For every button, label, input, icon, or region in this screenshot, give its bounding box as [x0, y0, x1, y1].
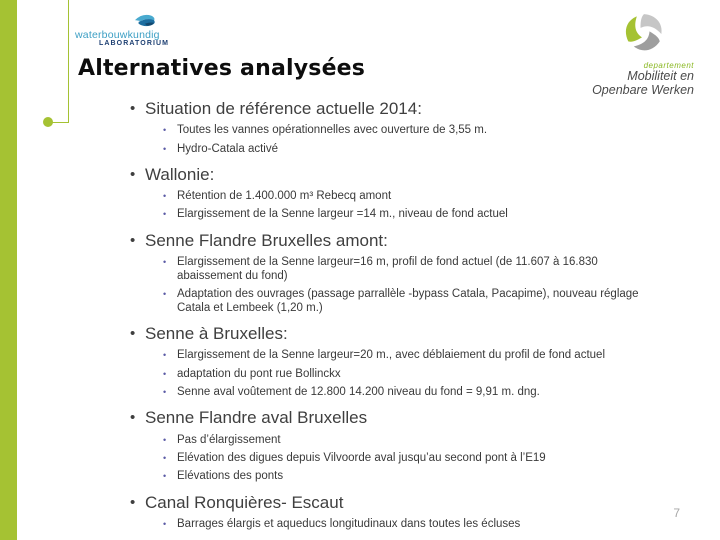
section-heading: [130, 323, 660, 344]
sub-item: [130, 365, 660, 383]
left-accent-bar: [0, 0, 17, 540]
sub-bullet-icon: •: [163, 143, 167, 154]
sub-bullet-icon: •: [163, 471, 167, 482]
section-heading-label: Canal Ronquières- Escaut: [145, 492, 344, 512]
sub-item: [130, 449, 660, 467]
section-heading-label: Wallonie:: [145, 164, 215, 184]
bullet-icon: •: [130, 100, 136, 117]
sub-bullet-icon: •: [163, 434, 167, 445]
sub-item-label: Elévations des ponts: [177, 470, 284, 483]
sub-item: [130, 430, 660, 448]
pinwheel-icon: [618, 8, 670, 60]
sub-item: [130, 205, 660, 223]
sub-item-label: Elargissement de la Senne largeur=20 m., avec déblaiement du profil de fond actuel: [177, 349, 605, 362]
sub-item: [130, 253, 660, 285]
sub-bullet-icon: •: [163, 209, 167, 220]
section-heading-label: Senne Flandre Bruxelles amont:: [145, 230, 388, 250]
sub-bullet-icon: •: [163, 387, 167, 398]
title-connector-line: [68, 0, 69, 123]
sub-item-label: Pas d’élargissement: [177, 433, 281, 446]
sub-item-label: Senne aval voûtement de 12.800 14.200 niveau du fond = 9,91 m. dng.: [177, 386, 540, 399]
openbare-werken-label: Openbare Werken: [592, 82, 694, 97]
sub-item-label: Elargissement de la Senne largeur =14 m., niveau de fond actuel: [177, 208, 508, 221]
bullet-icon: •: [130, 165, 136, 183]
sub-item-label: Elargissement de la Senne largeur=16 m, profil de fond actuel (de 11.607 à 16.830 abaissement du fond): [177, 255, 598, 282]
sub-bullet-icon: •: [163, 289, 167, 300]
sub-item-label: adaptation du pont rue Bollinckx: [177, 367, 341, 380]
section-heading: [130, 492, 660, 513]
sub-item-label: Elévation des digues depuis Vilvoorde aval jusqu’au second pont à l’E19: [177, 451, 546, 464]
title-connector-dot: [43, 117, 53, 127]
departement-label: departement: [643, 61, 694, 70]
sub-item: [130, 383, 660, 401]
sub-item-label: Hydro-Catala activé: [177, 142, 278, 155]
section-heading-label: Senne à Bruxelles:: [145, 324, 288, 344]
laboratorium-label: LABORATORIUM: [99, 40, 170, 47]
section-heading: [130, 164, 660, 185]
bullet-icon: •: [130, 325, 136, 343]
section-heading-label: Situation de référence actuelle 2014:: [145, 99, 422, 118]
bullet-icon: •: [130, 409, 136, 427]
sub-bullet-icon: •: [163, 125, 167, 136]
sub-item: [130, 121, 660, 139]
sub-item: [130, 515, 660, 533]
mobiliteit-label: Mobiliteit en: [627, 69, 694, 83]
section-heading: [130, 98, 660, 119]
page-title: Alternatives analysées: [78, 56, 366, 81]
sub-item-label: Adaptation des ouvrages (passage parrallèle -bypass Catala, Pacapime), nouveau réglage Catala et Lembeek (1,20 m.): [177, 288, 639, 315]
sub-bullet-icon: •: [163, 368, 167, 379]
section-heading: [130, 407, 660, 428]
sub-bullet-icon: •: [163, 452, 167, 463]
sub-item: [130, 285, 660, 317]
bullet-icon: •: [130, 231, 136, 249]
sub-bullet-icon: •: [163, 350, 167, 361]
bullet-icon: •: [130, 493, 136, 511]
page-number: 7: [673, 506, 680, 520]
departement-mow-logo: [544, 8, 694, 97]
sub-item-label: Toutes les vannes opérationnelles avec ouverture de 3,55 m.: [177, 124, 488, 137]
content-sections: [130, 92, 660, 533]
sub-item-label: Rétention de 1.400.000 m³ Rebecq amont: [177, 189, 392, 202]
sub-item: [130, 139, 660, 157]
sub-bullet-icon: •: [163, 256, 167, 267]
section-heading-label: Senne Flandre aval Bruxelles: [145, 408, 368, 428]
sub-item: [130, 187, 660, 205]
section-heading: [130, 230, 660, 251]
sub-item: [130, 346, 660, 364]
waterbouwkundig-label: waterbouwkundig: [75, 29, 160, 41]
sub-bullet-icon: •: [163, 190, 167, 201]
sub-item-label: Barrages élargis et aqueducs longitudinaux dans toutes les écluses: [177, 517, 521, 530]
sub-item: [130, 467, 660, 485]
sub-bullet-icon: •: [163, 518, 167, 529]
title-connector-segment: [52, 122, 69, 123]
